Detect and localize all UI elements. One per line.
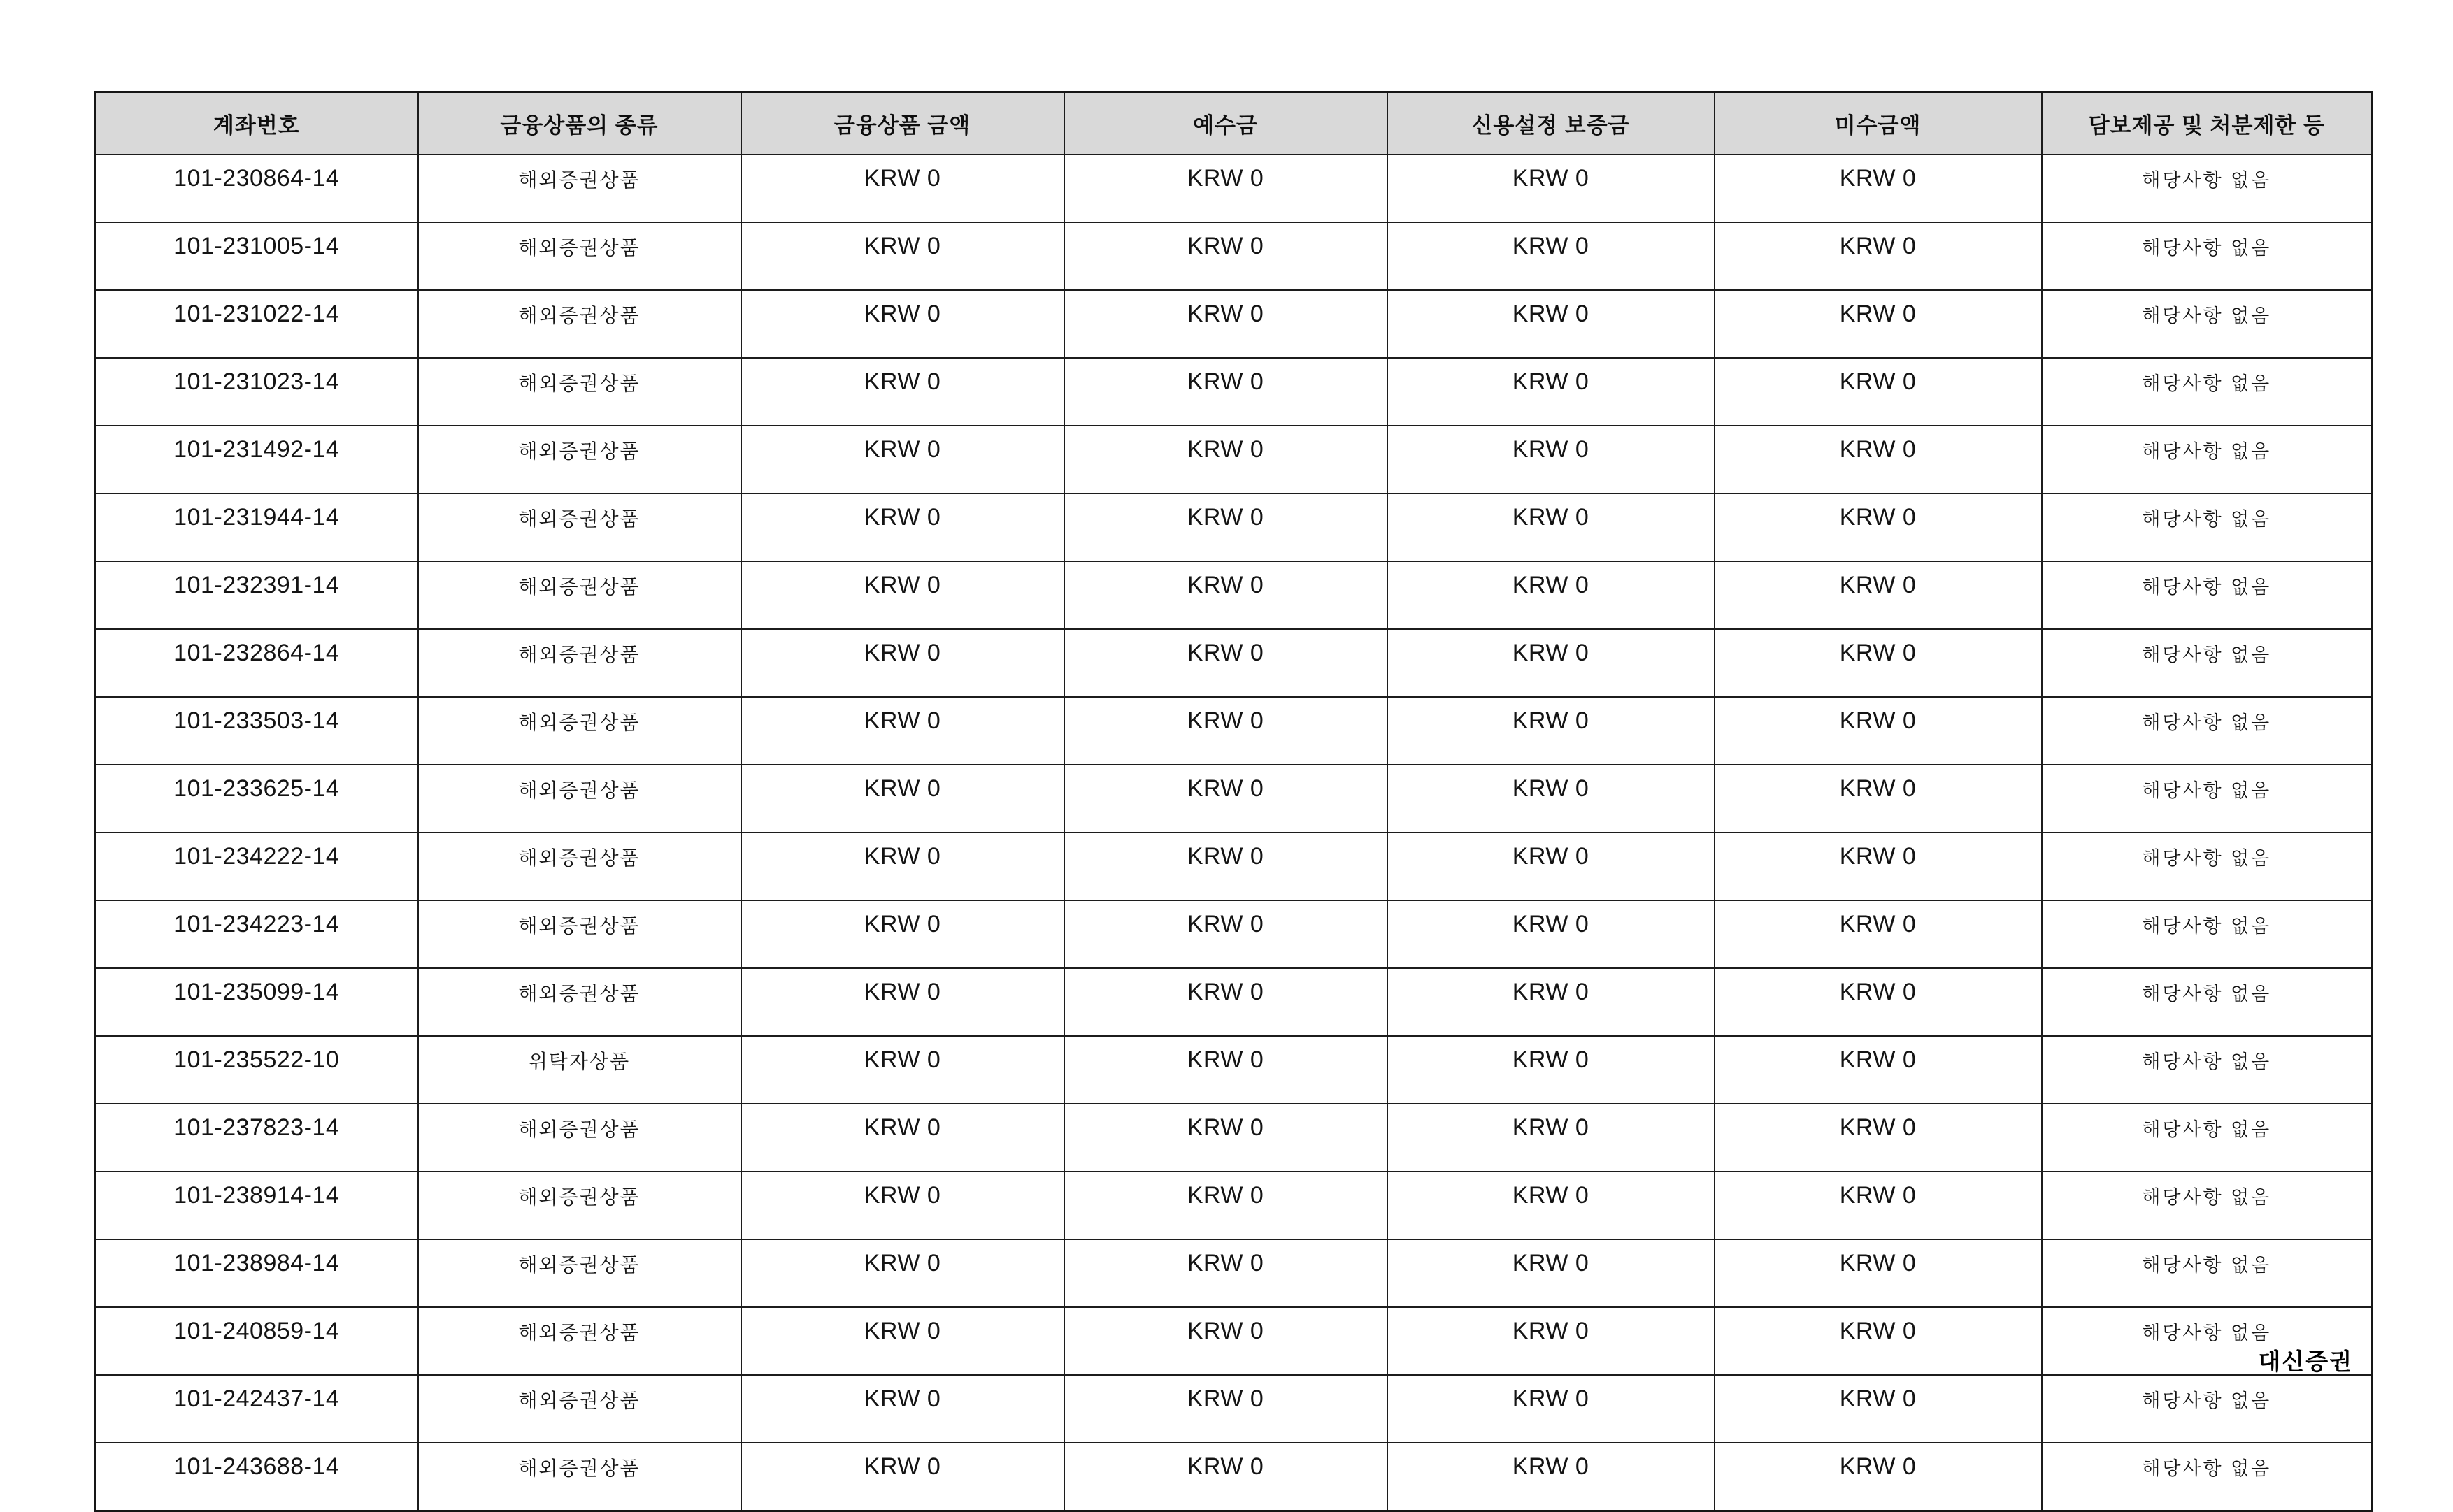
cell-receivable: KRW 0 [1715,561,2042,629]
cell-receivable: KRW 0 [1715,494,2042,561]
cell-receivable: KRW 0 [1715,358,2042,426]
cell-product-type: 해외증권상품 [418,1172,741,1239]
header-receivable: 미수금액 [1715,92,2042,155]
cell-receivable: KRW 0 [1715,222,2042,290]
cell-account-number: 101-233625-14 [95,765,418,833]
table-row [95,358,2373,426]
cell-collateral-note: 해당사항 없음 [2042,426,2373,494]
cell-product-type: 해외증권상품 [418,561,741,629]
cell-product-amount: KRW 0 [741,290,1064,358]
table-row [95,1172,2373,1239]
cell-product-amount: KRW 0 [741,765,1064,833]
cell-account-number: 101-238984-14 [95,1239,418,1307]
table-row [95,561,2373,629]
cell-product-amount: KRW 0 [741,494,1064,561]
cell-collateral-note: 해당사항 없음 [2042,1172,2373,1239]
cell-credit-margin: KRW 0 [1387,833,1715,900]
cell-product-amount: KRW 0 [741,154,1064,222]
cell-deposit: KRW 0 [1064,290,1387,358]
cell-deposit: KRW 0 [1064,968,1387,1036]
cell-credit-margin: KRW 0 [1387,765,1715,833]
table-row [95,1239,2373,1307]
cell-credit-margin: KRW 0 [1387,1104,1715,1172]
cell-credit-margin: KRW 0 [1387,290,1715,358]
cell-product-type: 해외증권상품 [418,1104,741,1172]
cell-account-number: 101-242437-14 [95,1375,418,1443]
cell-product-amount: KRW 0 [741,222,1064,290]
cell-product-type: 해외증권상품 [418,494,741,561]
table-row [95,833,2373,900]
table-row [95,154,2373,222]
cell-deposit: KRW 0 [1064,154,1387,222]
cell-account-number: 101-231005-14 [95,222,418,290]
table-row [95,222,2373,290]
cell-deposit: KRW 0 [1064,1307,1387,1375]
table-row [95,968,2373,1036]
cell-collateral-note: 해당사항 없음 [2042,1104,2373,1172]
cell-receivable: KRW 0 [1715,290,2042,358]
cell-credit-margin: KRW 0 [1387,358,1715,426]
accounts-table [94,91,2373,1512]
header-deposit: 예수금 [1064,92,1387,155]
cell-deposit: KRW 0 [1064,697,1387,765]
table-row [95,426,2373,494]
cell-product-amount: KRW 0 [741,697,1064,765]
cell-credit-margin: KRW 0 [1387,1307,1715,1375]
cell-product-type: 해외증권상품 [418,629,741,697]
cell-deposit: KRW 0 [1064,900,1387,968]
cell-collateral-note: 해당사항 없음 [2042,154,2373,222]
cell-product-type: 해외증권상품 [418,1307,741,1375]
cell-product-type: 위탁자상품 [418,1036,741,1104]
cell-product-type: 해외증권상품 [418,968,741,1036]
cell-product-amount: KRW 0 [741,561,1064,629]
cell-deposit: KRW 0 [1064,561,1387,629]
cell-product-amount: KRW 0 [741,358,1064,426]
table-row [95,900,2373,968]
cell-credit-margin: KRW 0 [1387,968,1715,1036]
cell-credit-margin: KRW 0 [1387,1172,1715,1239]
cell-credit-margin: KRW 0 [1387,1239,1715,1307]
cell-collateral-note: 해당사항 없음 [2042,222,2373,290]
cell-product-amount: KRW 0 [741,426,1064,494]
cell-deposit: KRW 0 [1064,426,1387,494]
cell-product-amount: KRW 0 [741,1172,1064,1239]
table-row [95,1307,2373,1375]
cell-product-amount: KRW 0 [741,1307,1064,1375]
cell-receivable: KRW 0 [1715,968,2042,1036]
cell-product-type: 해외증권상품 [418,833,741,900]
table-row [95,1104,2373,1172]
cell-account-number: 101-231492-14 [95,426,418,494]
cell-receivable: KRW 0 [1715,154,2042,222]
cell-deposit: KRW 0 [1064,1104,1387,1172]
cell-collateral-note: 해당사항 없음 [2042,1036,2373,1104]
cell-receivable: KRW 0 [1715,1104,2042,1172]
cell-collateral-note: 해당사항 없음 [2042,1443,2373,1511]
cell-product-type: 해외증권상품 [418,1443,741,1511]
cell-product-type: 해외증권상품 [418,697,741,765]
cell-credit-margin: KRW 0 [1387,1443,1715,1511]
cell-collateral-note: 해당사항 없음 [2042,968,2373,1036]
cell-account-number: 101-240859-14 [95,1307,418,1375]
cell-collateral-note: 해당사항 없음 [2042,765,2373,833]
cell-product-amount: KRW 0 [741,1239,1064,1307]
cell-credit-margin: KRW 0 [1387,1375,1715,1443]
cell-deposit: KRW 0 [1064,765,1387,833]
table-row [95,697,2373,765]
cell-product-type: 해외증권상품 [418,154,741,222]
cell-credit-margin: KRW 0 [1387,1036,1715,1104]
cell-account-number: 101-235522-10 [95,1036,418,1104]
cell-deposit: KRW 0 [1064,1239,1387,1307]
cell-account-number: 101-237823-14 [95,1104,418,1172]
cell-receivable: KRW 0 [1715,1375,2042,1443]
cell-product-amount: KRW 0 [741,1375,1064,1443]
cell-product-amount: KRW 0 [741,1104,1064,1172]
cell-collateral-note: 해당사항 없음 [2042,1239,2373,1307]
cell-receivable: KRW 0 [1715,1239,2042,1307]
cell-product-type: 해외증권상품 [418,290,741,358]
table-row [95,1375,2373,1443]
cell-product-type: 해외증권상품 [418,765,741,833]
table-row [95,1036,2373,1104]
cell-receivable: KRW 0 [1715,426,2042,494]
cell-account-number: 101-238914-14 [95,1172,418,1239]
cell-product-type: 해외증권상품 [418,222,741,290]
cell-receivable: KRW 0 [1715,697,2042,765]
table-row [95,494,2373,561]
cell-receivable: KRW 0 [1715,1443,2042,1511]
header-credit-margin: 신용설정 보증금 [1387,92,1715,155]
cell-deposit: KRW 0 [1064,358,1387,426]
cell-deposit: KRW 0 [1064,1443,1387,1511]
cell-deposit: KRW 0 [1064,1036,1387,1104]
cell-credit-margin: KRW 0 [1387,629,1715,697]
cell-deposit: KRW 0 [1064,1172,1387,1239]
cell-collateral-note: 해당사항 없음 [2042,1307,2373,1375]
cell-receivable: KRW 0 [1715,1307,2042,1375]
cell-credit-margin: KRW 0 [1387,154,1715,222]
header-product-type: 금융상품의 종류 [418,92,741,155]
cell-receivable: KRW 0 [1715,765,2042,833]
cell-product-amount: KRW 0 [741,833,1064,900]
cell-product-type: 해외증권상품 [418,426,741,494]
cell-account-number: 101-231023-14 [95,358,418,426]
cell-credit-margin: KRW 0 [1387,426,1715,494]
cell-receivable: KRW 0 [1715,900,2042,968]
cell-credit-margin: KRW 0 [1387,900,1715,968]
cell-deposit: KRW 0 [1064,222,1387,290]
cell-product-type: 해외증권상품 [418,358,741,426]
cell-receivable: KRW 0 [1715,629,2042,697]
cell-collateral-note: 해당사항 없음 [2042,290,2373,358]
cell-collateral-note: 해당사항 없음 [2042,494,2373,561]
cell-deposit: KRW 0 [1064,494,1387,561]
cell-collateral-note: 해당사항 없음 [2042,833,2373,900]
cell-collateral-note: 해당사항 없음 [2042,697,2373,765]
table-row [95,290,2373,358]
cell-product-type: 해외증권상품 [418,1239,741,1307]
cell-account-number: 101-234222-14 [95,833,418,900]
header-collateral-note: 담보제공 및 처분제한 등 [2042,92,2373,155]
table-row [95,765,2373,833]
cell-product-amount: KRW 0 [741,968,1064,1036]
cell-deposit: KRW 0 [1064,833,1387,900]
cell-product-amount: KRW 0 [741,900,1064,968]
cell-account-number: 101-230864-14 [95,154,418,222]
cell-account-number: 101-235099-14 [95,968,418,1036]
cell-account-number: 101-234223-14 [95,900,418,968]
cell-credit-margin: KRW 0 [1387,697,1715,765]
cell-account-number: 101-232864-14 [95,629,418,697]
cell-product-type: 해외증권상품 [418,1375,741,1443]
cell-collateral-note: 해당사항 없음 [2042,1375,2373,1443]
cell-account-number: 101-231944-14 [95,494,418,561]
header-product-amount: 금융상품 금액 [741,92,1064,155]
cell-receivable: KRW 0 [1715,833,2042,900]
cell-product-amount: KRW 0 [741,1443,1064,1511]
header-account-number: 계좌번호 [95,92,418,155]
cell-account-number: 101-231022-14 [95,290,418,358]
cell-deposit: KRW 0 [1064,629,1387,697]
cell-product-amount: KRW 0 [741,1036,1064,1104]
company-name: 대신증권 [2258,1348,2353,1374]
cell-collateral-note: 해당사항 없음 [2042,358,2373,426]
cell-deposit: KRW 0 [1064,1375,1387,1443]
cell-account-number: 101-233503-14 [95,697,418,765]
cell-collateral-note: 해당사항 없음 [2042,629,2373,697]
cell-credit-margin: KRW 0 [1387,494,1715,561]
cell-account-number: 101-232391-14 [95,561,418,629]
cell-credit-margin: KRW 0 [1387,561,1715,629]
cell-product-amount: KRW 0 [741,629,1064,697]
cell-receivable: KRW 0 [1715,1172,2042,1239]
cell-collateral-note: 해당사항 없음 [2042,561,2373,629]
cell-collateral-note: 해당사항 없음 [2042,900,2373,968]
cell-credit-margin: KRW 0 [1387,222,1715,290]
table-row [95,629,2373,697]
cell-account-number: 101-243688-14 [95,1443,418,1511]
table-row [95,1443,2373,1511]
cell-receivable: KRW 0 [1715,1036,2042,1104]
header-row [95,92,2373,155]
cell-product-type: 해외증권상품 [418,900,741,968]
